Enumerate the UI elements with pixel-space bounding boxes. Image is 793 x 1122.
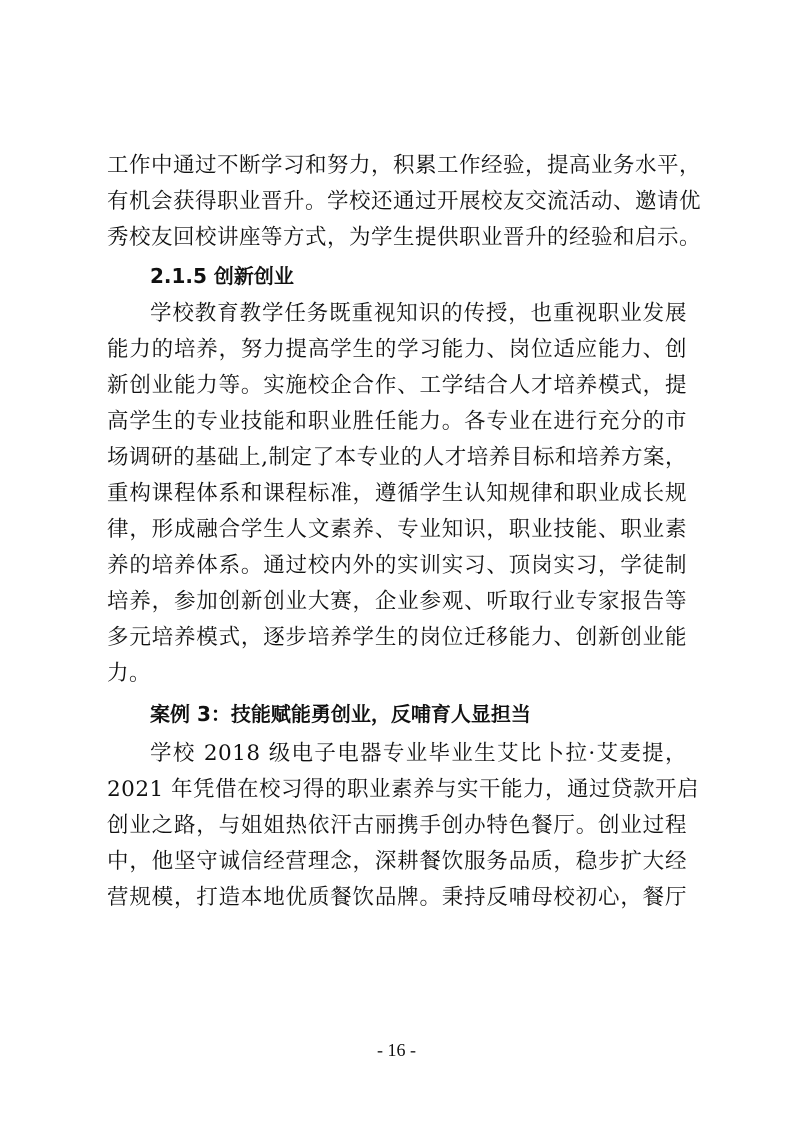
paragraph-line: 场调研的基础上,制定了本专业的人才培养目标和培养方案， (107, 445, 687, 470)
page-number: - 16 - (377, 1040, 416, 1060)
paragraph-line: 力。 (107, 661, 152, 686)
paragraph-line: 养的培养体系。通过校内外的实训实习、顶岗实习，学徒制 (107, 553, 687, 578)
paragraph-line: 律，形成融合学生人文素养、专业知识，职业技能、职业素 (107, 517, 687, 542)
paragraph-line: 多元培养模式，逐步培养学生的岗位迁移能力、创新创业能 (107, 625, 687, 650)
paragraph-line: 培养，参加创新创业大赛，企业参观、听取行业专家报告等 (107, 589, 687, 614)
paragraph-line: 学校教育教学任务既重视知识的传授，也重视职业发展 (150, 301, 687, 326)
paragraph-line: 工作中通过不断学习和努力，积累工作经验，提高业务水平， (107, 153, 702, 178)
paragraph-line: 2021 年凭借在校习得的职业素养与实干能力，通过贷款开启 (107, 777, 700, 802)
paragraph-line: 秀校友回校讲座等方式，为学生提供职业晋升的经验和启示。 (107, 225, 702, 250)
case-heading: 案例 3：技能赋能勇创业，反哺育人显担当 (150, 702, 531, 726)
paragraph-line: 中，他坚守诚信经营理念，深耕餐饮服务品质，稳步扩大经 (107, 849, 687, 874)
paragraph-line: 高学生的专业技能和职业胜任能力。各专业在进行充分的市 (107, 409, 687, 434)
paragraph-line: 创业之路，与姐姐热依汗古丽携手创办特色餐厅。创业过程 (107, 813, 687, 838)
paragraph-line: 新创业能力等。实施校企合作、工学结合人才培养模式，提 (107, 373, 687, 398)
section-heading: 2.1.5 创新创业 (150, 264, 294, 288)
paragraph-line: 重构课程体系和课程标准，遵循学生认知规律和职业成长规 (107, 481, 687, 506)
paragraph-line: 能力的培养，努力提高学生的学习能力、岗位适应能力、创 (107, 337, 687, 362)
paragraph-line: 营规模，打造本地优质餐饮品牌。秉持反哺母校初心，餐厅 (107, 885, 687, 910)
paragraph-line: 有机会获得职业晋升。学校还通过开展校友交流活动、邀请优 (107, 189, 702, 214)
paragraph-line: 学校 2018 级电子电器专业毕业生艾比卜拉·艾麦提， (150, 741, 687, 766)
